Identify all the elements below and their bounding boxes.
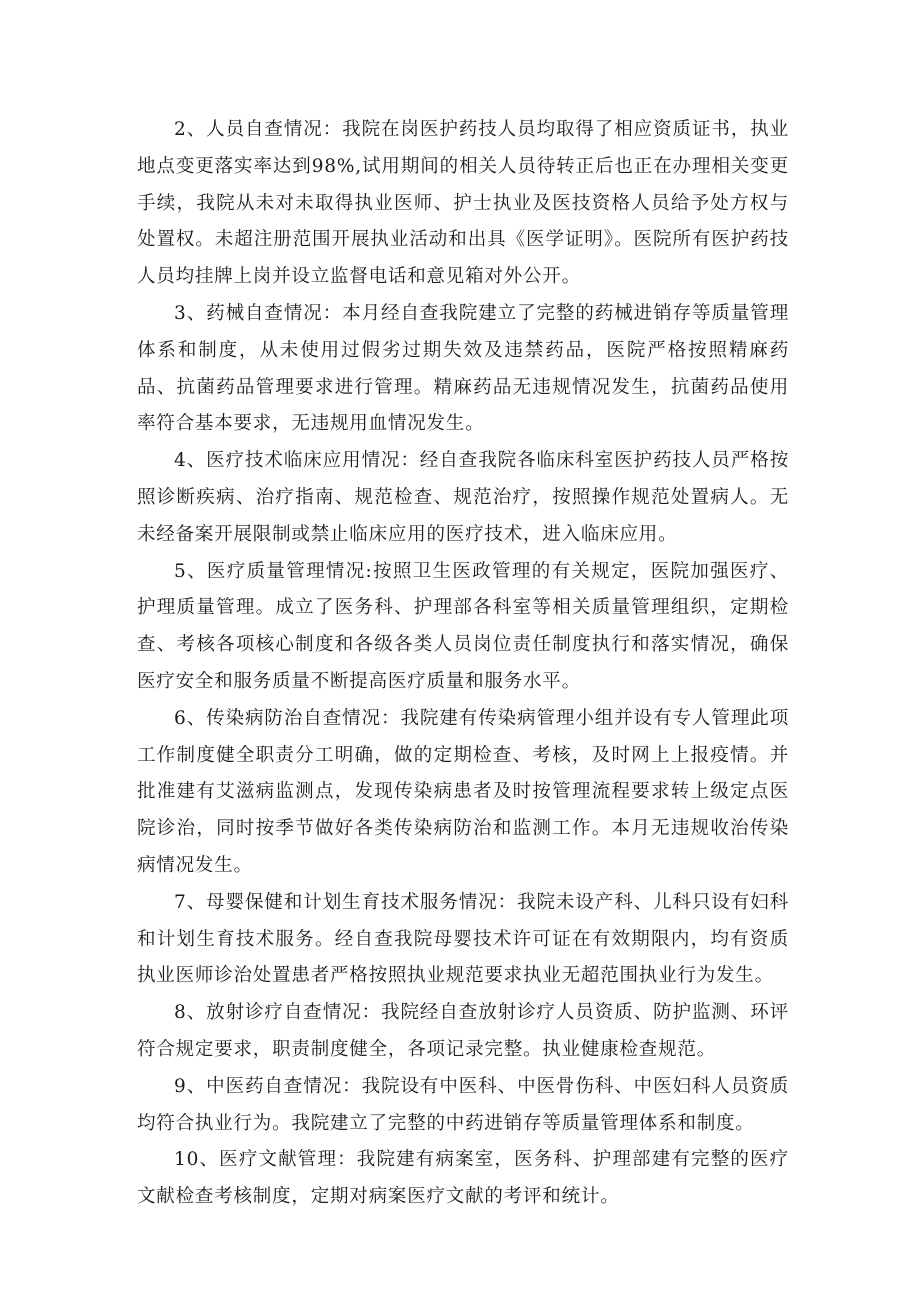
paragraph-radiological-diagnosis: 8、放射诊疗自查情况：我院经自查放射诊疗人员资质、防护监测、环评符合规定要求，职责制度健全，各项记录完整。执业健康检查规范。 <box>137 1002 789 1060</box>
paragraph-infectious-disease-prevention: 6、传染病防治自查情况：我院建有传染病管理小组并设有专人管理此项工作制度健全职责分工明确，做的定期检查、考核，及时网上上报疫情。并批准建有艾滋病监测点，发现传染病患者及时按管理流程要求转上级定点医院诊治，同时按季节做好各类传染病防治和监测工作。本月无违规收治传染病情况发生。 <box>137 707 789 876</box>
paragraph-drugs-devices-self-inspection: 3、药械自查情况：本月经自查我院建立了完整的药械进销存等质量管理体系和制度，从未使用过假劣过期失效及违禁药品，医院严格按照精麻药品、抗菌药品管理要求进行管理。精麻药品无违规情况发生，抗菌药品使用率符合基本要求，无违规用血情况发生。 <box>137 302 789 435</box>
paragraph-medical-records-management: 10、医疗文献管理：我院建有病案室，医务科、护理部建有完整的医疗文献检查考核制度，定期对病案医疗文献的考评和统计。 <box>137 1149 789 1208</box>
paragraph-medical-technology-clinical-use: 4、医疗技术临床应用情况：经自查我院各临床科室医护药技人员严格按照诊断疾病、治疗指南、规范检查、规范治疗，按照操作规范处置病人。无未经备案开展限制或禁止临床应用的医疗技术，进入临床应用。 <box>137 450 789 545</box>
paragraph-tcm-self-inspection: 9、中医药自查情况：我院设有中医科、中医骨伤科、中医妇科人员资质均符合执业行为。我院建立了完整的中药进销存等质量管理体系和制度。 <box>137 1075 789 1134</box>
paragraph-maternal-child-health: 7、母婴保健和计划生育技术服务情况：我院未设产科、儿科只设有妇科和计划生育技术服务。经自查我院母婴技术许可证在有效期限内，均有资质执业医师诊治处置患者严格按照执业规范要求执业无超范围执业行为发生。 <box>137 891 789 987</box>
document-body <box>137 112 789 1216</box>
paragraph-personnel-self-inspection: 2、人员自查情况：我院在岗医护药技人员均取得了相应资质证书，执业地点变更落实率达到98%,试用期间的相关人员待转正后也正在办理相关变更手续，我院从未对未取得执业医师、护士执业及医技资格人员给予处方权与处置权。未超注册范围开展执业活动和出具《医学证明》。医院所有医护药技人员均挂牌上岗并设立监督电话和意见箱对外公开。 <box>137 119 789 288</box>
paragraph-medical-quality-management: 5、医疗质量管理情况:按照卫生医政管理的有关规定，医院加强医疗、护理质量管理。成立了医务科、护理部各科室等相关质量管理组织，定期检查、考核各项核心制度和各级各类人员岗位责任制度执行和落实情况，确保医疗安全和服务质量不断提高医疗质量和服务水平。 <box>137 560 789 692</box>
